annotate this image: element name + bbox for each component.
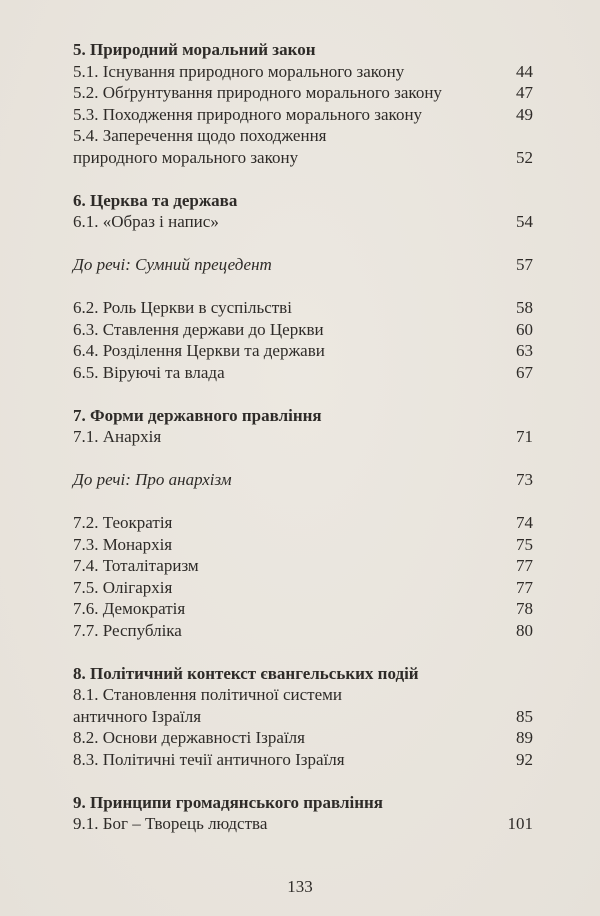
toc-entry-page: 60 [516,319,533,339]
toc-entry-title: 6.1. «Образ і напис» [73,212,219,231]
toc-entry-title: 7.3. Монархія [73,534,173,554]
toc-entry-page: 89 [516,728,533,747]
toc-entry-title: 6.2. Роль Церкви в суспільстві [73,298,292,317]
toc-entry-title: античного Ізраїля [73,706,202,726]
toc-entry-title: 7.6. Демократія [73,599,186,618]
toc-entry [73,147,533,169]
toc-spacer [73,383,533,405]
toc-entry-title: 7.1. Анархія [73,427,162,446]
toc-entry-page: 74 [516,513,533,532]
toc-entry [73,577,533,599]
toc-entry-title: 7.5. Олігархія [73,577,173,597]
toc-entry [73,82,533,104]
toc-aside-entry [73,469,533,491]
toc-spacer [73,641,533,663]
toc-entry-title: 9.1. Бог – Творець людства [73,814,268,833]
toc-entry-page: 73 [516,470,533,489]
toc-entry-title: 5.4. Заперечення щодо походження [73,126,327,145]
toc-spacer [73,233,533,255]
toc-entry [73,340,533,362]
toc-entry-page: 63 [516,341,533,360]
toc-entry [73,211,533,233]
toc-entry [73,706,533,728]
toc-entry [73,297,533,319]
toc-chapter-heading [73,39,533,61]
toc-entry-page: 78 [516,599,533,618]
toc-chapter-heading [73,405,533,427]
toc-entry-page: 101 [507,814,533,833]
toc-entry-title: 6.4. Розділення Церкви та держави [73,341,325,360]
toc-entry [73,512,533,534]
toc-entry-title: 6.5. Віруючі та влада [73,362,225,382]
toc-entry-title: 7.7. Республіка [73,620,182,640]
toc-entry-page: 71 [516,427,533,446]
page-number: 133 [287,877,313,896]
toc-entry-page: 67 [516,362,533,382]
toc-entry-page: 47 [516,83,533,102]
toc-spacer [73,448,533,470]
toc-entry-page: 44 [516,61,533,81]
toc-entry [73,534,533,556]
toc-entry-title: 8.3. Політичні течії античного Ізраїля [73,749,345,769]
toc-entry-page: 52 [516,147,533,167]
toc-entry-title: 5.1. Існування природного морального закону [73,61,405,81]
toc-entry-page: 77 [516,577,533,597]
toc-entry-title: 8. Політичний контекст євангельських подій [73,663,419,683]
toc-entry-page: 57 [516,255,533,274]
toc-chapter-heading [73,792,533,814]
toc-entry-page: 85 [516,706,533,726]
toc-entry-title: 6. Церква та держава [73,190,238,210]
toc-entry-title: До речі: Сумний прецедент [73,255,272,274]
toc-entry [73,426,533,448]
toc-chapter-heading [73,663,533,685]
toc-entry-page: 75 [516,534,533,554]
toc-spacer [73,770,533,792]
toc-entry [73,727,533,749]
toc-entry-title: 8.2. Основи державності Ізраїля [73,728,305,747]
toc-chapter-heading [73,190,533,212]
toc-entry [73,598,533,620]
toc-entry-title: 7.4. Тоталітаризм [73,556,199,575]
toc-entry-title: 7.2. Теократія [73,513,173,532]
toc-entry-title: 5.2. Обґрунтування природного морального закону [73,83,442,102]
toc-entry [73,61,533,83]
toc-entry [73,620,533,642]
toc-entry-title: 6.3. Ставлення держави до Церкви [73,319,324,339]
toc-entry [73,362,533,384]
toc-entry [73,684,533,706]
toc-spacer [73,276,533,298]
toc-entry [73,319,533,341]
toc-entry-title: 9. Принципи громадянського правління [73,792,384,812]
table-of-contents [73,39,533,835]
toc-entry-page: 49 [516,104,533,124]
toc-entry [73,555,533,577]
toc-entry-title: 5.3. Походження природного морального закону [73,104,423,124]
toc-entry [73,813,533,835]
toc-spacer [73,491,533,513]
toc-entry-page: 92 [516,749,533,769]
toc-entry-title: природного морального закону [73,147,299,167]
toc-spacer [73,168,533,190]
toc-entry [73,125,533,147]
toc-entry-title: 7. Форми державного правління [73,405,322,425]
toc-entry-page: 58 [516,298,533,317]
toc-entry-title: До речі: Про анархізм [73,470,232,489]
toc-entry-page: 77 [516,556,533,575]
toc-entry-page: 80 [516,620,533,640]
toc-entry [73,104,533,126]
toc-aside-entry [73,254,533,276]
toc-entry-title: 8.1. Становлення політичної системи [73,685,342,704]
toc-entry-title: 5. Природний моральний закон [73,40,316,59]
toc-entry [73,749,533,771]
toc-entry-page: 54 [516,212,533,231]
